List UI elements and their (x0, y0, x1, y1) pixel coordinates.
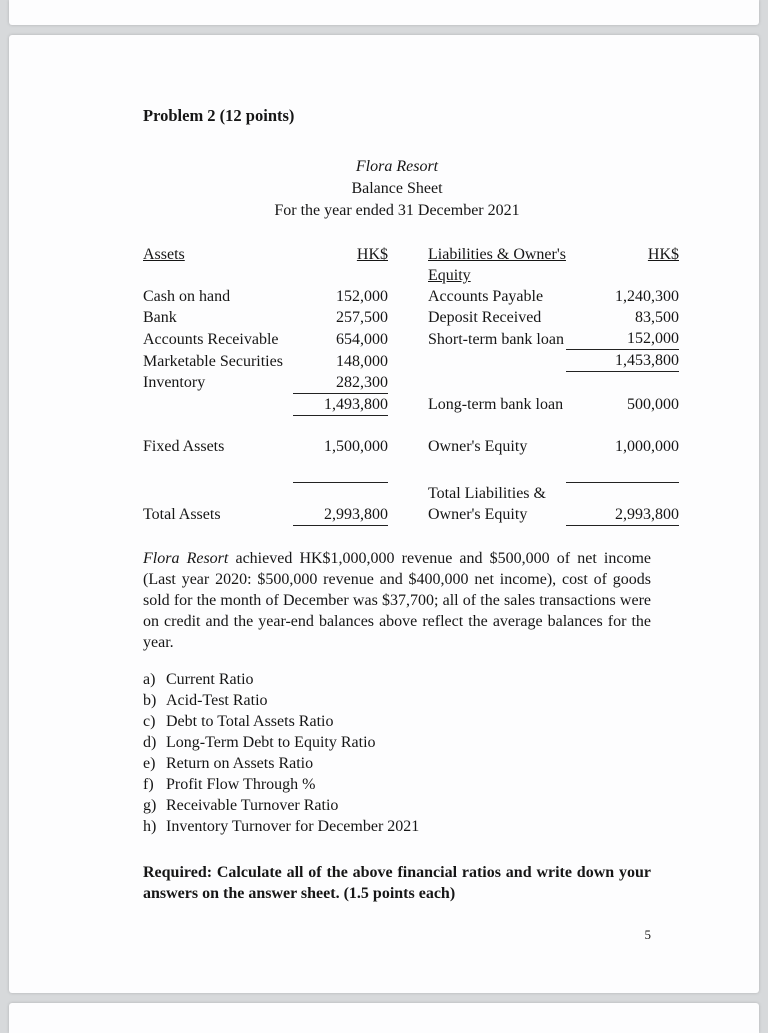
liability-label: Accounts Payable (428, 288, 544, 305)
liability-subtotal-value: 1,453,800 (566, 350, 679, 372)
document-page (9, 35, 759, 993)
liabilities-currency-cell (566, 244, 679, 265)
table-row (143, 372, 679, 394)
question-text: Debt to Total Assets Ratio (166, 712, 334, 730)
asset-label: Marketable Securities (143, 352, 283, 370)
question-text: Profit Flow Through % (166, 775, 316, 793)
fixed-assets-row (143, 436, 679, 457)
question-id: e) (143, 754, 156, 772)
liability-value: 1,000,000 (615, 437, 679, 455)
table-row (143, 393, 679, 415)
previous-page-edge (9, 0, 759, 25)
question-item (143, 816, 651, 837)
asset-value: 152,000 (336, 288, 388, 305)
question-text: Receivable Turnover Ratio (166, 796, 339, 814)
table-header-row2 (143, 265, 679, 286)
next-page-edge (9, 1003, 759, 1033)
asset-label: Bank (143, 309, 177, 326)
question-text: Long-Term Debt to Equity Ratio (166, 733, 376, 751)
question-id: h) (143, 817, 157, 835)
period-text: For the year ended 31 December 2021 (274, 202, 520, 219)
question-item (143, 753, 651, 774)
liability-label: Owner's Equity (428, 437, 528, 455)
liability-value: 1,240,300 (615, 288, 679, 305)
asset-label: Accounts Receivable (143, 330, 279, 348)
question-id: b) (143, 691, 157, 709)
liability-label (428, 372, 566, 394)
total-liabilities-label: Total Liabilities & (428, 484, 546, 502)
page-content (9, 35, 759, 905)
asset-value: 654,000 (336, 330, 388, 348)
liability-value (566, 372, 679, 394)
table-row (143, 350, 679, 372)
asset-label: Fixed Assets (143, 437, 225, 455)
question-item (143, 690, 651, 711)
total-liabilities-value: 2,993,800 (566, 504, 679, 526)
question-text: Return on Assets Ratio (166, 754, 314, 772)
question-item (143, 711, 651, 732)
total-liabilities-label-line2: Owner's Equity (428, 506, 528, 523)
liability-label: Short-term bank loan (428, 330, 564, 348)
narrative-paragraph (143, 548, 651, 653)
liability-value: 83,500 (635, 309, 679, 326)
question-text: Inventory Turnover for December 2021 (166, 817, 420, 835)
question-text: Acid-Test Ratio (166, 691, 268, 709)
table-row (143, 328, 679, 350)
liability-value: 500,000 (627, 396, 679, 413)
liability-value: 152,000 (566, 328, 679, 350)
liabilities-header-line2: Equity (428, 267, 471, 284)
asset-label (143, 393, 293, 415)
liability-label: Long-term bank loan (428, 396, 564, 413)
assets-header-cell (143, 244, 293, 265)
totals-rule-row (143, 468, 679, 483)
table-header-row (143, 244, 679, 265)
required-text: Required: Calculate all of the above financial ratios and write down your answers on the answer sheet. (1.5 points each) (143, 863, 651, 902)
asset-subtotal-value: 1,493,800 (293, 393, 388, 415)
total-assets-value: 2,993,800 (293, 504, 388, 526)
narrative-company-name: Flora Resort (143, 549, 229, 567)
narrative-body: achieved HK$1,000,000 revenue and $500,000 of net income (Last year 2020: $500,000 revenue and $400,000 net income), cost of goods sold for the month of December was $37,700; all of the sales transactions were on credit and the year-end balances above reflect the average balances for the year. (143, 549, 651, 651)
question-item (143, 795, 651, 816)
assets-header: Assets (143, 246, 185, 263)
question-id: f) (143, 775, 154, 793)
question-list (143, 669, 651, 837)
asset-value: 148,000 (336, 352, 388, 370)
statement-heading (143, 156, 651, 222)
statement-title: Balance Sheet (351, 180, 443, 197)
table-row (143, 286, 679, 307)
balance-sheet-table (143, 244, 679, 526)
question-item (143, 732, 651, 753)
question-id: a) (143, 670, 156, 688)
asset-label: Inventory (143, 374, 206, 391)
total-liabilities-label-row (143, 482, 679, 504)
total-assets-label: Total Assets (143, 506, 221, 523)
question-id: d) (143, 733, 157, 751)
asset-label: Cash on hand (143, 288, 231, 305)
liability-label (428, 350, 566, 372)
question-item (143, 669, 651, 690)
table-row (143, 307, 679, 328)
liabilities-header-line2-cell (428, 265, 566, 286)
company-name: Flora Resort (355, 158, 439, 175)
liabilities-header-cell (428, 244, 566, 265)
question-item (143, 774, 651, 795)
question-text: Current Ratio (166, 670, 254, 688)
asset-value: 257,500 (336, 309, 388, 326)
assets-currency: HK$ (356, 246, 388, 263)
question-id: g) (143, 796, 157, 814)
asset-value: 282,300 (293, 372, 388, 394)
liabilities-header-line1: Liabilities & Owner's (428, 246, 566, 263)
asset-value: 1,500,000 (324, 437, 388, 455)
assets-currency-cell (293, 244, 388, 265)
totals-row (143, 504, 679, 526)
question-id: c) (143, 712, 156, 730)
liability-label: Deposit Received (428, 309, 542, 326)
problem-title: Problem 2 (12 points) (143, 106, 295, 125)
page-number: 5 (644, 927, 651, 942)
liabilities-currency: HK$ (647, 246, 679, 263)
